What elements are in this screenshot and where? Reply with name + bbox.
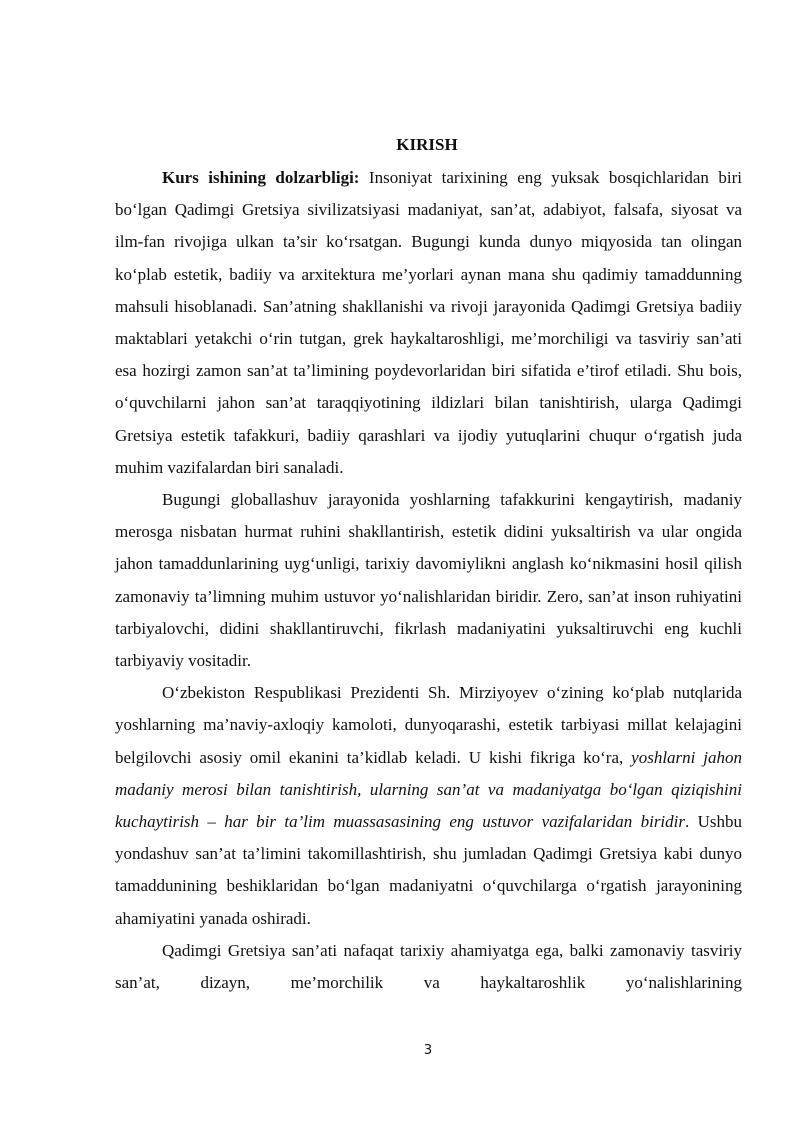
page-number: 3 <box>423 1043 433 1058</box>
paragraph-relevance <box>115 162 742 484</box>
president-text-before: O‘zbekiston Respublikasi Prezidenti Sh. Mirziyoyev o‘zining ko‘plab nutqlarida yoshlarning ma’naviy-axloqiy kamoloti, dunyoqarashi, estetik tarbiyasi millat kelajagini belgilovchi asosiy omil ekanini ta’kidlab keladi. U kishi fikriga ko‘ra, <box>115 683 742 767</box>
paragraph-president <box>115 677 742 935</box>
section-heading: KIRISH <box>396 135 458 154</box>
paragraph-globalization: Bugungi globallashuv jarayonida yoshlarning tafakkurini kengaytirish, madaniy merosga nisbatan hurmat ruhini shakllantirish, estetik didini yuksaltirish va ular ongida jahon tamaddunlarining uyg‘unligi, tarixiy davomiylikni anglash ko‘nikmasini hosil qilish zamonaviy ta’limning muhim ustuvor yo‘nalishlaridan biridir. Zero, san’at inson ruhiyatini tarbiyalovchi, didini shakllantiruvchi, fikrlash madaniyatini yuksaltiruvchi eng kuchli tarbiyaviy vositadir. <box>115 490 742 671</box>
paragraph-greek-art: Qadimgi Gretsiya san’ati nafaqat tarixiy ahamiyatga ega, balki zamonaviy tasviriy san’at, dizayn, me’morchilik va haykaltaroshlik yo‘nalishlarining <box>115 940 742 993</box>
relevance-lead: Kurs ishining dolzarbligi: <box>162 168 360 187</box>
president-text-after: . Ushbu yondashuv san’at ta’limini takomillashtirish, shu jumladan Qadimgi Gretsiya kabi dunyo tamaddunining beshiklaridan bo‘lgan madaniyatni o‘quvchilarga o‘rgatish jarayonining ahamiyatini yanada oshiradi. <box>115 812 742 928</box>
body-text <box>115 162 742 999</box>
president-quote: yoshlarni jahon madaniy merosi bilan tanishtirish, ularning san’at va madaniyatga bo‘lgan qiziqishini kuchaytirish – har bir ta’lim muassasasining eng ustuvor vazifalaridan biridir <box>115 747 743 832</box>
relevance-text: Insoniyat tarixining eng yuksak bosqichlaridan biri bo‘lgan Qadimgi Gretsiya sivilizatsiyasi madaniyat, san’at, adabiyot, falsafa, siyosat va ilm-fan rivojiga ulkan ta’sir ko‘rsatgan. Bugungi kunda dunyo miqyosida tan olingan ko‘plab estetik, badiiy va arxitektura me’yorlari aynan mana shu qadimiy tamaddunning mahsuli hisoblanadi. San’atning shakllanishi va rivoji jarayonida Qadimgi Gretsiya badiiy maktablari yetakchi o‘rin tutgan, grek haykaltaroshligi, me’morchiligi va tasviriy san’ati esa hozirgi zamon san’at ta’limining poydevorlaridan biri sifatida e’tirof etiladi. Shu bois, o‘quvchilarni jahon san’at taraqqiyotining ildizlari bilan tanishtirish, ularga Qadimgi Gretsiya estetik tafakkuri, badiiy qarashlari va ijodiy yutuqlarini chuqur o‘rgatish juda muhim vazifalardan biri sanaladi. <box>115 168 742 477</box>
